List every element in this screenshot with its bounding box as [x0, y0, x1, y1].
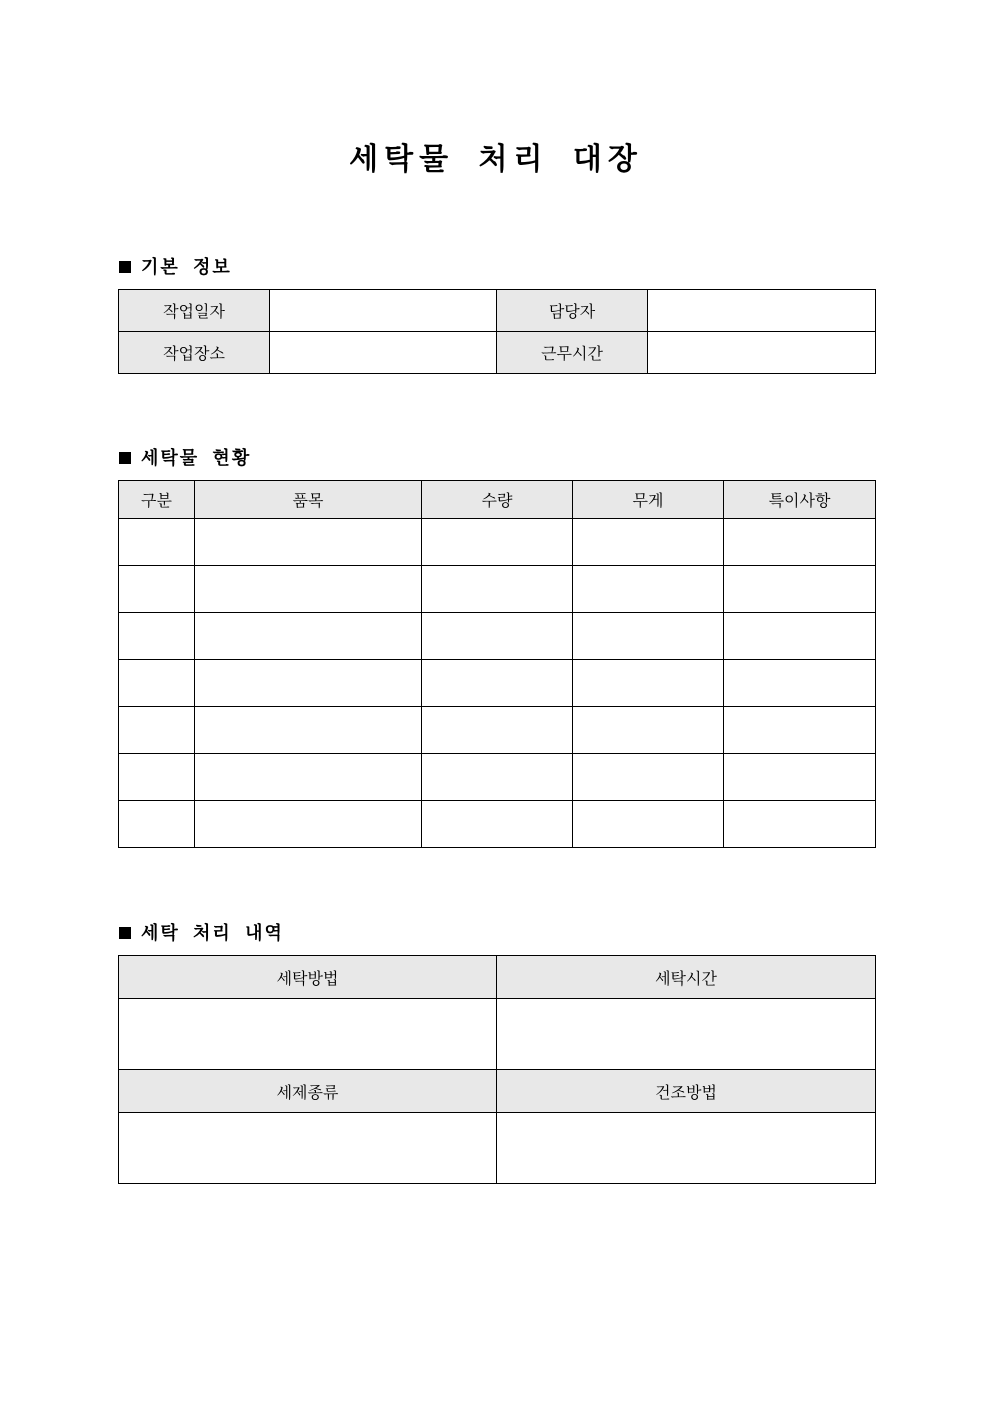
table-cell[interactable]	[195, 519, 422, 566]
table-cell[interactable]	[724, 566, 876, 613]
table-row	[119, 660, 876, 707]
table-row	[119, 801, 876, 848]
laundry-process-table	[118, 955, 876, 1184]
table-cell[interactable]	[195, 801, 422, 848]
wash-method-label: 세탁방법	[119, 956, 497, 999]
table-cell[interactable]	[422, 707, 573, 754]
table-cell[interactable]	[573, 613, 724, 660]
dry-method-label: 건조방법	[497, 1070, 876, 1113]
table-cell[interactable]	[724, 519, 876, 566]
table-cell[interactable]	[573, 566, 724, 613]
table-cell[interactable]	[724, 660, 876, 707]
table-cell[interactable]	[724, 613, 876, 660]
table-cell[interactable]	[573, 754, 724, 801]
table-row	[119, 754, 876, 801]
square-bullet-icon	[119, 452, 131, 464]
section-heading-status	[119, 444, 251, 470]
column-header-quantity: 수량	[422, 481, 573, 519]
work-place-label: 작업장소	[119, 332, 270, 374]
column-header-item: 품목	[195, 481, 422, 519]
table-row	[119, 1113, 876, 1184]
work-hours-field[interactable]	[648, 332, 876, 374]
table-row	[119, 290, 876, 332]
column-header-weight: 무게	[573, 481, 724, 519]
table-header-row	[119, 1070, 876, 1113]
table-cell[interactable]	[724, 707, 876, 754]
table-cell[interactable]	[195, 566, 422, 613]
table-header-row	[119, 956, 876, 999]
table-cell[interactable]	[422, 566, 573, 613]
table-row	[119, 519, 876, 566]
table-cell[interactable]	[422, 660, 573, 707]
wash-method-field[interactable]	[119, 999, 497, 1070]
table-cell[interactable]	[573, 660, 724, 707]
work-hours-label: 근무시간	[497, 332, 648, 374]
table-cell[interactable]	[119, 707, 195, 754]
table-cell[interactable]	[573, 707, 724, 754]
table-cell[interactable]	[119, 754, 195, 801]
wash-time-label: 세탁시간	[497, 956, 876, 999]
section-heading-process	[119, 919, 284, 945]
table-cell[interactable]	[724, 801, 876, 848]
table-row	[119, 613, 876, 660]
table-row	[119, 332, 876, 374]
table-cell[interactable]	[573, 519, 724, 566]
square-bullet-icon	[119, 927, 131, 939]
square-bullet-icon	[119, 261, 131, 273]
table-row	[119, 707, 876, 754]
table-cell[interactable]	[119, 801, 195, 848]
table-cell[interactable]	[422, 754, 573, 801]
wash-time-field[interactable]	[497, 999, 876, 1070]
table-cell[interactable]	[119, 613, 195, 660]
column-header-notes: 특이사항	[724, 481, 876, 519]
table-cell[interactable]	[195, 613, 422, 660]
column-header-category: 구분	[119, 481, 195, 519]
section-heading-status-label: 세탁물 현황	[141, 448, 252, 469]
table-header-row	[119, 481, 876, 519]
table-cell[interactable]	[195, 754, 422, 801]
table-cell[interactable]	[422, 801, 573, 848]
detergent-type-field[interactable]	[119, 1113, 497, 1184]
table-cell[interactable]	[422, 519, 573, 566]
table-cell[interactable]	[119, 566, 195, 613]
table-cell[interactable]	[119, 660, 195, 707]
page-title: 세탁물 처리 대장	[349, 142, 643, 177]
table-cell[interactable]	[724, 754, 876, 801]
section-heading-basic-label: 기본 정보	[141, 257, 232, 278]
basic-info-table	[118, 289, 876, 374]
work-date-label: 작업일자	[119, 290, 270, 332]
section-heading-basic	[119, 253, 232, 279]
dry-method-field[interactable]	[497, 1113, 876, 1184]
table-row	[119, 999, 876, 1070]
table-cell[interactable]	[195, 660, 422, 707]
table-cell[interactable]	[422, 613, 573, 660]
section-heading-process-label: 세탁 처리 내역	[141, 923, 284, 944]
laundry-status-table	[118, 480, 876, 848]
detergent-type-label: 세제종류	[119, 1070, 497, 1113]
table-cell[interactable]	[195, 707, 422, 754]
work-date-field[interactable]	[270, 290, 497, 332]
table-cell[interactable]	[119, 519, 195, 566]
table-cell[interactable]	[573, 801, 724, 848]
manager-field[interactable]	[648, 290, 876, 332]
work-place-field[interactable]	[270, 332, 497, 374]
manager-label: 담당자	[497, 290, 648, 332]
table-row	[119, 566, 876, 613]
